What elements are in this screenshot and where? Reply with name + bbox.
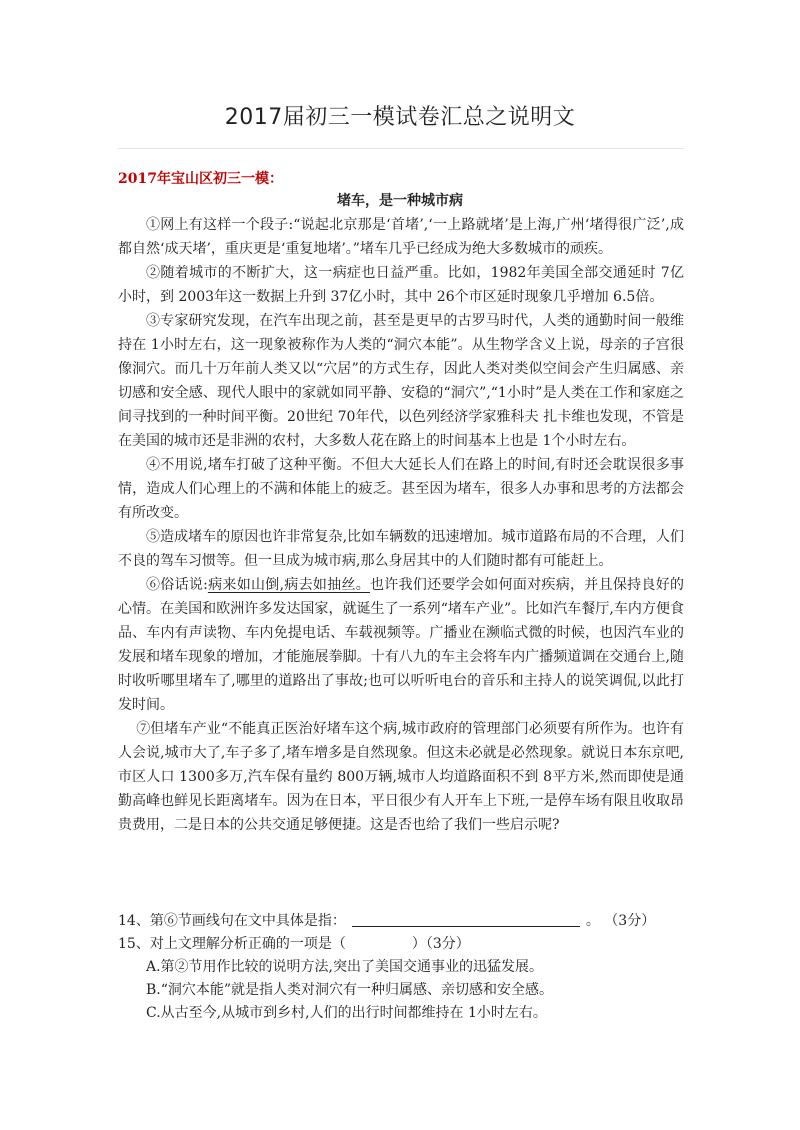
paragraph-2: ②随着城市的不断扩大，这一病症也日益严重。比如，1982年美国全部交通延时 7亿小时，到 2003年这一数据上升到 37亿小时，其中 26个市区延时现象几乎增加 6.5倍。 [118, 265, 684, 305]
question-stem: 对上文理解分析正确的一项是（ [149, 936, 346, 952]
option-c: C.从古至今,从城市到乡村,人们的出行时间都维持在 1小时左右。 [146, 1005, 547, 1021]
option-a: A.第②节用作比较的说明方法,突出了美国交通事业的迅猛发展。 [146, 959, 544, 975]
title-divider [118, 148, 684, 149]
question-score: （3分） [425, 936, 470, 952]
document-title: 2017届初三一模试卷汇总之说明文 [224, 105, 576, 130]
question-stem: 第⑥节画线句在文中具体是指： [149, 913, 346, 929]
paragraph-1: ①网上有这样一个段子:“说起北京那是‘首堵’,‘一上路就堵’是上海,广州‘堵得很广泛’,成都自然‘成天堵’，重庆更是‘重复地堵’。”堵车几乎已经成为绝大多数城市的顽疾。 [118, 217, 684, 257]
paragraph-7: ⑦但堵车产业“不能真正医治好堵车这个病,城市政府的管理部门必须要有所作为。也许有人会说,城市大了,车子多了,堵车增多是自然现象。但这未必就是必然现象。就说日本东京吧,市区人口 1300多万,汽车保有量约 800万辆,城市人均道路面积不到 8平方米,然而即使是通勤高峰也鲜见长距离堵车。因为在日本，平日很少有人开车上下班,一是停车场有限且收取昂贵费用，二是日本的公共交通足够便捷。这是否也给了我们一些启示呢? [118, 721, 684, 833]
question-end: 。 [585, 913, 600, 929]
paragraph-4: ④不用说,堵车打破了这种平衡。不但大大延长人们在路上的时间,有时还会耽误很多事情，造成人们心理上的不满和体能上的疲乏。甚至因为堵车，很多人办事和思考的方法都会有所改变。 [118, 457, 684, 521]
question-number: 15、 [118, 936, 150, 952]
paragraph-6-rest: 也许我们还要学会如何面对疾病，并且保持良好的心情。在美国和欧洲许多发达国家，就诞生了一系列“堵车产业”。比如汽车餐厅,车内方便食品、车内有声读物、车内免提电话、车载视频等。广播业在濒临式微的时候，也因汽车业的发展和堵车现象的增加，才能施展拳脚。十有八九的车主会将车内广播频道调在交通台上,随时收听哪里堵车了,哪里的道路出了事故;也可以听听电台的音乐和主持人的说笑调侃,以此打发时间。 [118, 577, 684, 713]
question-close: ） [411, 936, 426, 952]
paragraph-5: ⑤造成堵车的原因也许非常复杂,比如车辆数的迅速增加。城市道路布局的不合理，人们不良的驾车习惯等。但一旦成为城市病,那么身居其中的人们随时都有可能赶上。 [118, 529, 684, 569]
article-title: 堵车，是一种城市病 [337, 193, 463, 209]
option-b: B.“洞穴本能”就是指人类对洞穴有一种归属感、亲切感和安全感。 [146, 982, 554, 998]
questions-section [118, 910, 684, 1025]
question-score: （3分） [604, 913, 656, 929]
article-body [118, 213, 684, 837]
question-number: 14、 [118, 913, 150, 929]
section-heading: 2017年宝山区初三一模： [118, 171, 283, 187]
underlined-proverb: 病来如山倒,病去如抽丝。 [207, 577, 371, 593]
paragraph-3: ③专家研究发现，在汽车出现之前，甚至是更早的古罗马时代，人类的通勤时间一般维持在 1小时左右，这一现象被称作为人类的“洞穴本能”。从生物学含义上说，母亲的子宫很像洞穴。而几十万年前人类又以“穴居”的方式生存，因此人类对类似空间会产生归属感、亲切感和安全感、现代人眼中的家就如同平静、安稳的“洞穴”,“1小时”是人类在工作和家庭之间寻找到的一种时间平衡。20世纪 70年代，以色列经济学家雅科夫 扎卡维也发现，不管是在美国的城市还是非洲的农村，大多数人花在路上的时间基本上也是 1个小时左右。 [118, 313, 684, 449]
question-14 [118, 910, 684, 933]
answer-blank[interactable] [352, 912, 580, 927]
paragraph-6 [118, 573, 684, 717]
paragraph-6-lead: ⑥俗话说: [146, 577, 208, 593]
question-15 [118, 933, 684, 956]
